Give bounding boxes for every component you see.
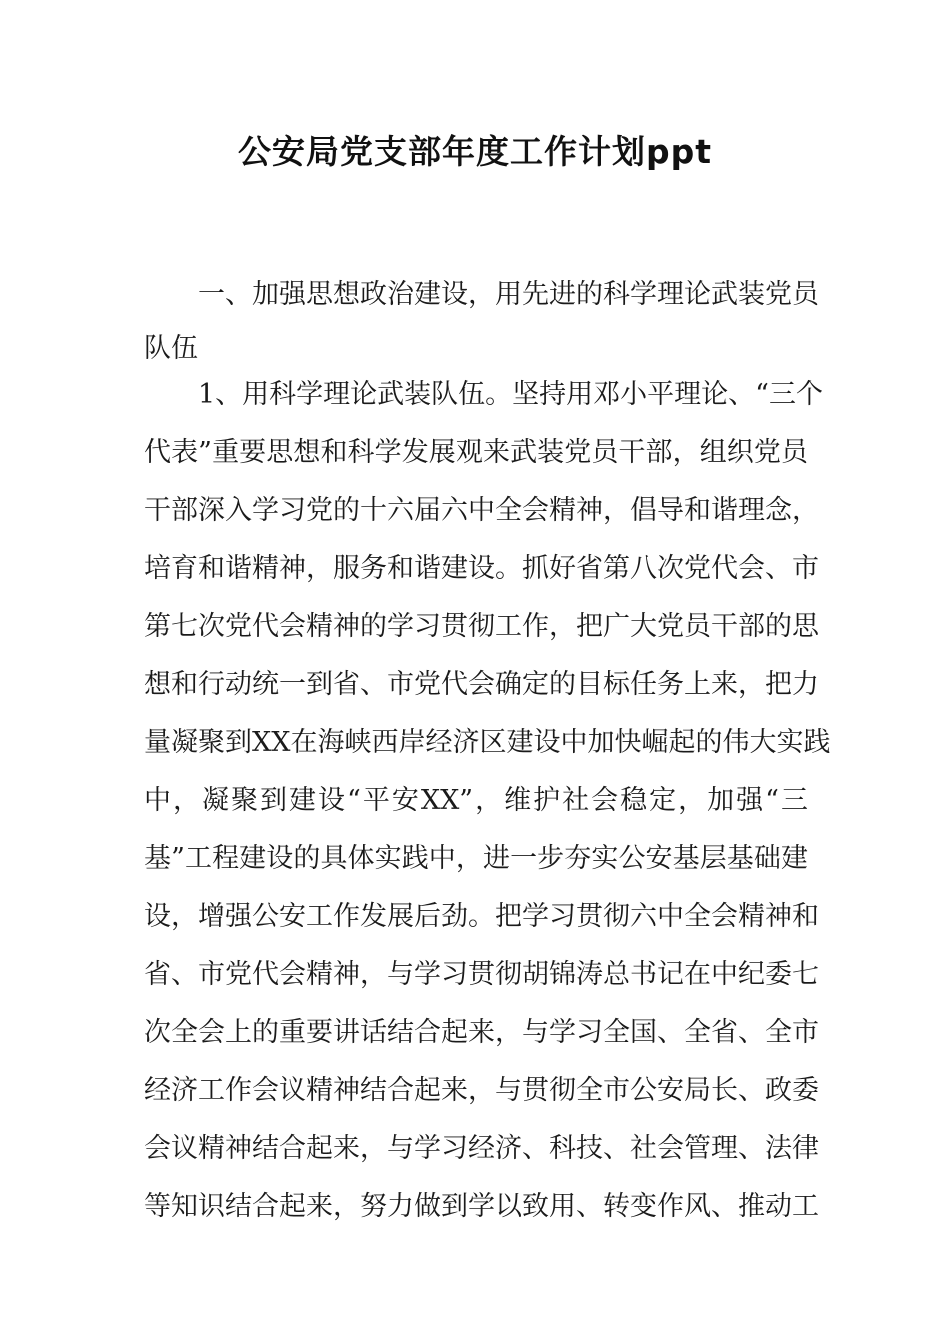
section-1-heading-line: 一、加强思想政治建设，用先进的科学理论武装党员 (198, 279, 819, 310)
paragraph-line: 量凝聚到XX在海峡西岸经济区建设中加快崛起的伟大实践 (144, 727, 831, 758)
document-title: 公安局党支部年度工作计划ppt (237, 132, 713, 171)
paragraph-line: 培育和谐精神，服务和谐建设。抓好省第八次党代会、市 (144, 553, 819, 584)
paragraph-line: 第七次党代会精神的学习贯彻工作，把广大党员干部的思 (144, 611, 819, 642)
paragraph-line: 设，增强公安工作发展后劲。把学习贯彻六中全会精神和 (144, 901, 819, 932)
paragraph-line: 中，凝聚到建设“平安XX”，维护社会稳定，加强“三 (144, 785, 808, 816)
paragraph-line: 想和行动统一到省、市党代会确定的目标任务上来，把力 (144, 669, 819, 700)
paragraph-line: 经济工作会议精神结合起来，与贯彻全市公安局长、政委 (144, 1075, 819, 1106)
paragraph-line: 省、市党代会精神，与学习贯彻胡锦涛总书记在中纪委七 (144, 959, 819, 990)
paragraph-line: 会议精神结合起来，与学习经济、科技、社会管理、法律 (144, 1133, 819, 1164)
paragraph-line: 次全会上的重要讲话结合起来，与学习全国、全省、全市 (144, 1017, 819, 1048)
paragraph-line: 干部深入学习党的十六届六中全会精神，倡导和谐理念， (144, 495, 819, 526)
paragraph-line: 等知识结合起来，努力做到学以致用、转变作风、推动工 (144, 1191, 819, 1222)
paragraph-line: 代表”重要思想和科学发展观来武装党员干部，组织党员 (144, 437, 808, 468)
paragraph-line: 1、用科学理论武装队伍。坚持用邓小平理论、“三个 (198, 379, 823, 410)
section-1-heading-line: 队伍 (144, 333, 198, 364)
paragraph-line: 基”工程建设的具体实践中，进一步夯实公安基层基础建 (144, 843, 808, 874)
